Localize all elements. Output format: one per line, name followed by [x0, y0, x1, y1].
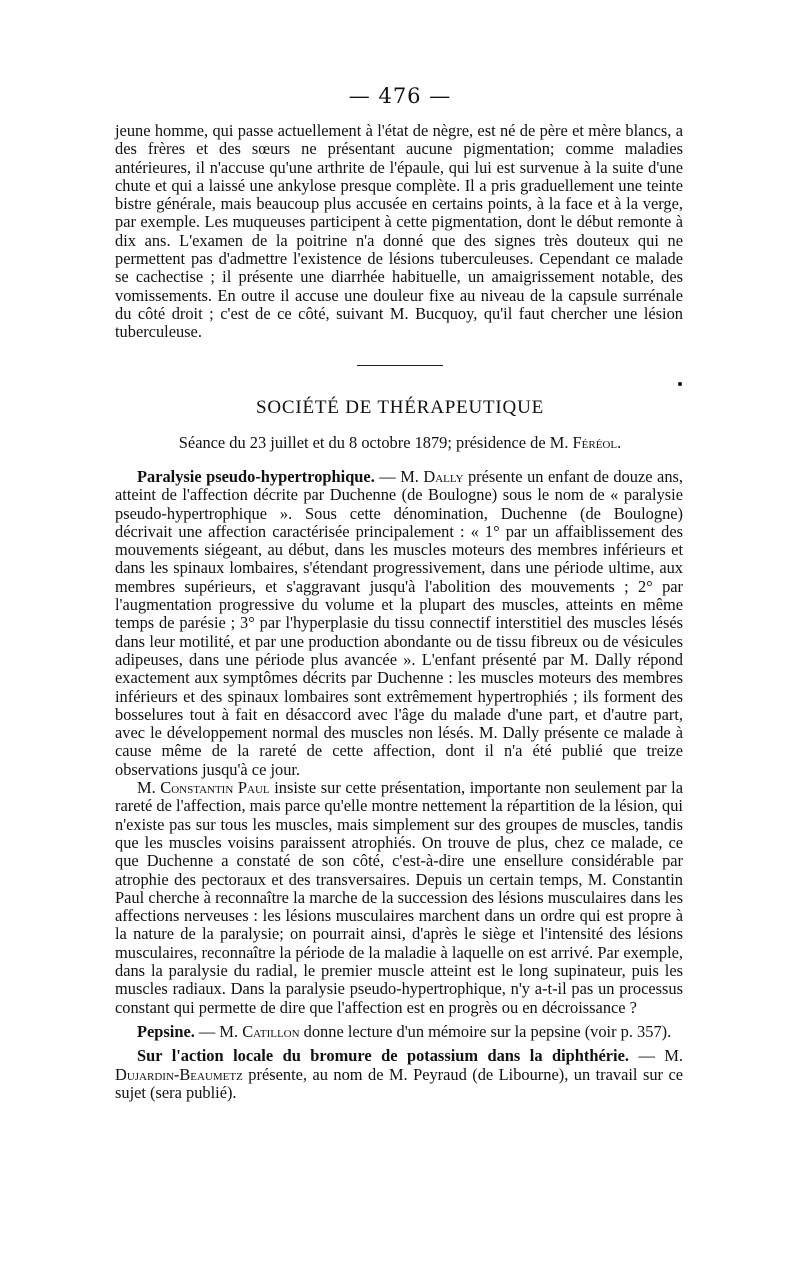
paragraph-paralysie: Paralysie pseudo-hypertrophique. — M. Dally présente un enfant de douze ans, atteint de l'affection décrite par Duchenne (de Boulogne) sous le nom de « paralysie pseudo-hypertrophique ». Sous cette dénomination, Duchenne (de Boulogne) décrivait une affection caractérisée principalement : « 1° par un affaiblissement des mouvements siégeant, au début, dans les muscles moteurs des membres inférieurs et dans les spinaux lombaires, s'étendant progressivement, dans une période ultime, aux membres supérieurs, et s'aggravant jusqu'à l'abolition des mouvements ; 2° par l'augmentation progressive du volume et la plupart des muscles, atteints en même temps de parésie ; 3° par l'hyperplasie du tissu connectif interstitiel des muscles lésés dans leur motilité, et par une production abondante ou de tissu fibreux ou de vésicules adipeuses, dans une période plus avancée ». L'enfant présenté par M. Dally répond exactement aux symptômes décrits par Duchenne : les muscles moteurs des membres inférieurs et des spinaux lombaires sont extrêmement hypertrophiés ; ils forment des bosselures tout à fait en désaccord avec l'âge du malade d'une part, et d'autre part, avec le développement normal des muscles non lésés. M. Dally présente ce malade à cause même de la rareté de cette affection, dont il n'a été publié que treize observations jusqu'à ce jour.	[115, 467, 683, 779]
author-name: Dally	[423, 467, 464, 486]
paragraph-title: Pepsine.	[137, 1021, 195, 1041]
author-name: Constantin Paul	[160, 778, 270, 798]
session-line	[0, 433, 800, 453]
paragraph-bromure: Sur l'action locale du bromure de potassium dans la diphthérie. — M. Dujardin-Beaumetz présente, au nom de M. Peyraud (de Libourne), un travail sur ce sujet (sera publié).	[115, 1046, 683, 1102]
intro-paragraph-text: jeune homme, qui passe actuellement à l'état de nègre, est né de père et mère blancs, a des frères et des sœurs ne présentant aucune pigmentation; comme maladies antérieures, il n'accuse qu'une arthrite de l'épaule, qui lui est survenue à la suite d'une chute et qui a laissé une ankylose presque complète. Il a pris graduellement une teinte bistre générale, mais beaucoup plus accusée en certains points, à la face et à la verge, par exemple. Les muqueuses participent à cette pigmentation, dont le début remonte à dix ans. L'examen de la poitrine n'a donné que des signes très douteux qui ne permettent pas d'admettre l'existence de lésions tuberculeuses. Cependant ce malade se cachectise ; il présente une diarrhée habituelle, un amaigrissement notable, des vomissements. En outre il accuse une douleur fixe au niveau de la capsule surrénale du côté droit ; c'est de ce côté, suivant M. Bucquoy, qu'il faut chercher une lésion tuberculeuse.	[115, 121, 683, 342]
page-number: — 476 —	[348, 84, 452, 108]
print-speck	[678, 382, 682, 386]
paragraph-title: Paralysie pseudo-hypertrophique.	[137, 467, 375, 486]
article-body	[115, 468, 683, 1102]
paragraph-constantin-paul: M. Constantin Paul insiste sur cette présentation, importante non seulement par la rareté de l'affection, mais parce qu'elle montre nettement la répartition de la lésion, qui n'existe pas sur tous les muscles, mais simplement sur des groupes de muscles, tandis que les muscles voisins paraissent atrophiés. On trouve de plus, chez ce malade, ce que Duchenne a constaté de son côté, c'est-à-dire une ensellure considérable par atrophie des pectoraux et des transversaires. Depuis un certain temps, M. Constantin Paul cherche à reconnaître la marche de la succession des lésions musculaires dans les affections nerveuses : les lésions musculaires marchent dans un ordre qui est propre à la nature de la paralysie; on pourrait ainsi, d'après le siège et l'intensité des lésions musculaires, reconnaître la période de la maladie à laquelle on est arrivé. Par exemple, dans la paralysie du radial, le premier muscle atteint est le long supinateur, puis les muscles radiaux. Dans la paralysie pseudo-hypertrophique, n'y a-t-il pas un processus constant qui permette de dire que l'affection est en progrès ou en décroissance ?	[115, 778, 683, 1017]
author-name: Dujardin-Beaumetz	[115, 1064, 243, 1084]
session-text: Séance du 23 juillet et du 8 octobre 1879; présidence de M.	[178, 433, 569, 452]
intro-paragraph	[115, 122, 683, 342]
session-president: Féréol.	[572, 433, 622, 452]
section-title: SOCIÉTÉ DE THÉRAPEUTIQUE	[256, 397, 544, 418]
section-divider	[357, 365, 443, 366]
author-name: Catillon	[242, 1021, 300, 1041]
paragraph-pepsine: Pepsine. — M. Catillon donne lecture d'un mémoire sur la pepsine (voir p. 357).	[137, 1021, 672, 1041]
paragraph-title: Sur l'action locale du bromure de potassium dans la diphthérie.	[137, 1046, 629, 1066]
